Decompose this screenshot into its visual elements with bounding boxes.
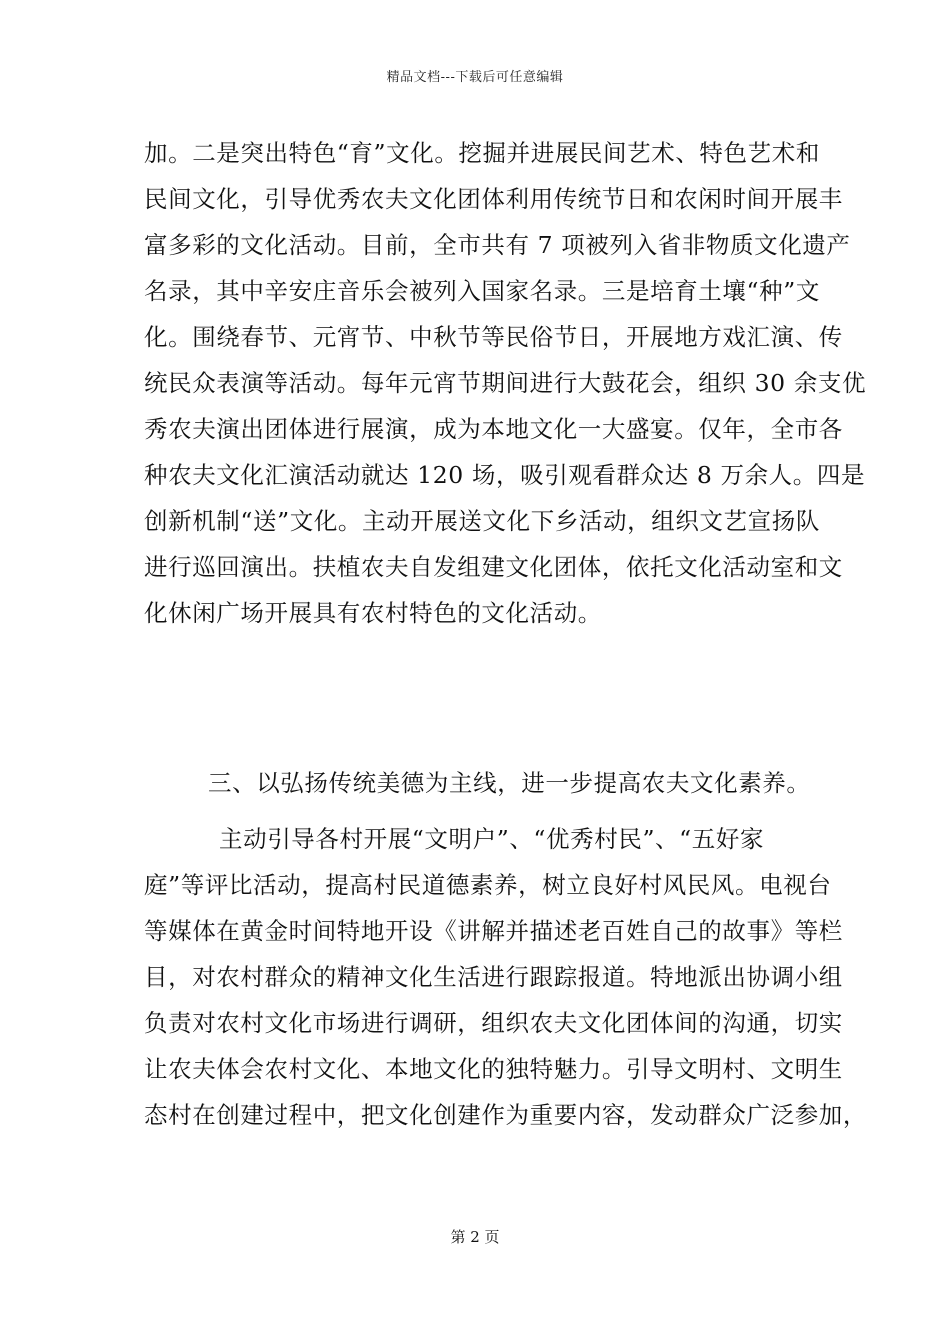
text-line: 进行巡回演出。扶植农夫自发组建文化团体，依托文化活动室和文 [144,553,843,581]
text-line: 负责对农村文化市场进行调研，组织农夫文化团体间的沟通，切实 [144,1009,843,1037]
text-line: 创新机制“送”文化。主动开展送文化下乡活动，组织文艺宣扬队 [144,507,820,535]
text-line: 态村在创建过程中，把文化创建作为重要内容，发动群众广泛参加， [144,1101,867,1129]
section-heading-text: 三、以弘扬传统美德为主线，进一步提高农夫文化素养。 [208,769,811,797]
page-header: 精品文档---下载后可任意编辑 [386,70,564,85]
text-line: 加。二是突出特色“育”文化。挖掘并进展民间艺术、特色艺术和 [144,139,820,167]
text-line: 名录，其中辛安庄音乐会被列入国家名录。三是培育土壤“种”文 [144,277,820,305]
text-line: 化。围绕春节、元宵节、中秋节等民俗节日，开展地方戏汇演、传 [144,323,843,351]
text-line: 目，对农村群众的精神文化生活进行跟踪报道。特地派出协调小组 [144,963,843,991]
paragraph-continued [144,130,867,636]
paragraph-main [144,816,867,1138]
section-heading [144,760,816,806]
text-line: 化休闲广场开展具有农村特色的文化活动。 [144,599,602,627]
text-line: 让农夫体会农村文化、本地文化的独特魅力。引导文明村、文明生 [144,1055,843,1083]
text-line: 秀农夫演出团体进行展演，成为本地文化一大盛宴。仅年，全市各 [144,415,843,443]
text-line: 富多彩的文化活动。目前，全市共有 7 项被列入省非物质文化遗产 [144,231,851,259]
text-line: 主动引导各村开展“文明户”、“优秀村民”、“五好家 [219,825,765,853]
text-line: 统民众表演等活动。每年元宵节期间进行大鼓花会，组织 30 余支优 [144,369,867,397]
text-line: 种农夫文化汇演活动就达 120 场，吸引观看群众达 8 万余人。四是 [144,461,866,489]
text-line: 等媒体在黄金时间特地开设《讲解并描述老百姓自己的故事》等栏 [144,917,843,945]
page-number: 第 2 页 [450,1228,500,1246]
text-line: 庭”等评比活动，提高村民道德素养，树立良好村风民风。电视台 [144,871,832,899]
text-line: 民间文化，引导优秀农夫文化团体利用传统节日和农闲时间开展丰 [144,185,843,213]
